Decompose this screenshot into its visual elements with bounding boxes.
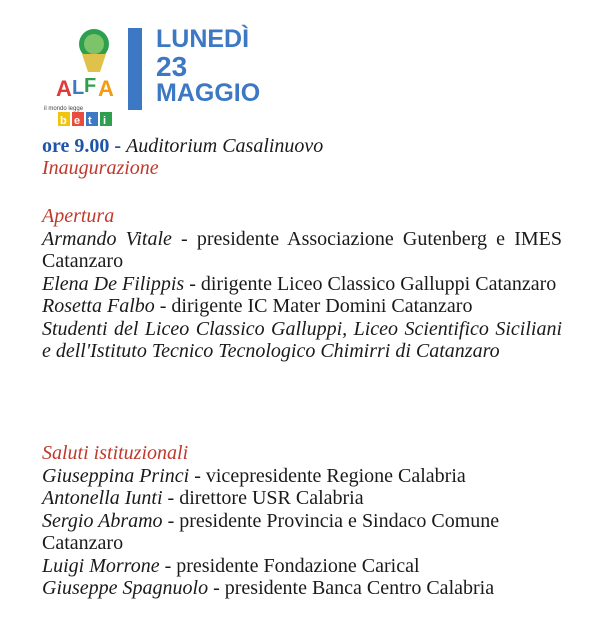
svg-text:A: A	[56, 76, 72, 101]
month: MAGGIO	[156, 79, 261, 107]
svg-text:t: t	[88, 115, 92, 127]
event-place: Auditorium Casalinuovo	[126, 135, 324, 157]
list-item: Giuseppe Spagnuolo - presidente Banca Centro Calabria	[42, 577, 495, 599]
svg-text:A: A	[98, 76, 114, 101]
list-item: Elena De Filippis - dirigente Liceo Classico Galluppi Catanzaro	[42, 272, 557, 295]
list-item: Sergio Abramo - presidente Provincia e Sindaco Comune Catanzaro	[42, 509, 500, 554]
list-item: Luigi Morrone - presidente Fondazione Carical	[42, 554, 420, 577]
apertura-heading: Apertura	[42, 205, 115, 227]
event-title-block	[42, 157, 562, 180]
logo-small-text: il mondo legge	[44, 106, 84, 112]
saluti-section	[42, 442, 562, 600]
list-item: Rosetta Falbo - dirigente IC Mater Domini Catanzaro	[42, 295, 473, 317]
list-item: Antonella Iunti - direttore USR Calabria	[42, 487, 364, 509]
list-item: Armando Vitale - presidente Associazione Gutenberg e IMES Catanzaro	[42, 227, 562, 272]
event-title: Inaugurazione	[42, 157, 159, 179]
event-time-place	[42, 135, 323, 158]
day-number: 23	[156, 51, 188, 82]
list-item: Giuseppina Princi - vicepresidente Regione Calabria	[42, 464, 466, 487]
date-accent-bar	[128, 28, 142, 110]
event-separator: -	[109, 135, 127, 157]
svg-text:F: F	[84, 75, 97, 97]
date-block	[156, 26, 260, 107]
svg-text:L: L	[72, 77, 85, 99]
svg-text:b: b	[60, 115, 67, 127]
event-time: ore 9.00	[42, 135, 110, 157]
alfabeti-logo	[36, 26, 122, 130]
svg-text:e: e	[74, 115, 81, 127]
svg-text:i: i	[103, 115, 107, 127]
weekday: LUNEDÌ	[156, 25, 250, 53]
saluti-heading: Saluti istituzionali	[42, 442, 189, 464]
list-item: Studenti del Liceo Classico Galluppi, Liceo Scientifico Siciliani e dell'Istituto Tecnico Tecnologico Chimirri di Catanzaro	[42, 317, 562, 362]
apertura-section	[42, 205, 562, 363]
